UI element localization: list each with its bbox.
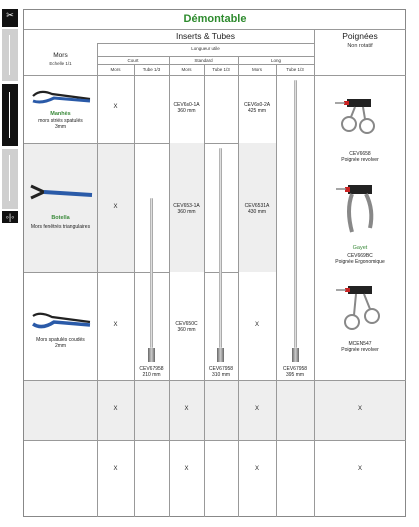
handle3-desc: Poignée revolver [341,347,379,353]
rule [97,64,314,65]
court-tube-code: CEV67958 [139,366,164,372]
botella-jaw-image [28,180,94,208]
rule [314,29,315,517]
manhes-court-mors: X [113,104,118,110]
ergonomic-handle-image [336,180,386,242]
manhes-long-length: 425 mm [247,108,267,114]
handle3-code: MCEN547 [348,341,372,347]
std-tube-header: Tube 1/3 [212,67,230,72]
sidebar-block [2,211,18,223]
empty-row-x: X [113,466,118,472]
std-tube-base [217,348,224,362]
revolver-handle-image [335,86,385,148]
inserts-tubes-header: Inserts & Tubes [175,31,236,41]
manhes-jaw-image [30,86,92,108]
court-mors-header: Mors [110,67,121,72]
revolver-handle-image [336,280,386,342]
empty-row-x: X [357,466,362,472]
mors-header: Mors [53,52,68,59]
sidebar-block [2,9,18,27]
court-tube-base [148,348,155,362]
empty-row-x: X [357,406,362,412]
long-tube-length: 395 mm [285,372,305,378]
standard-header: Standard [194,58,213,63]
spatulated-desc: Mors spatulés coudés [36,337,85,343]
echelle-label: Echelle 1/1 [49,61,72,66]
court-header: Court [127,58,139,63]
empty-row-x: X [113,406,118,412]
long-tube-image [294,80,297,348]
rule [24,75,406,76]
page-title: Démontable [183,13,247,25]
rule [97,56,314,57]
empty-row-x: X [254,466,259,472]
manhes-std-code: CEV6s0-1A [173,102,200,108]
rule [97,43,314,44]
long-tube-header: Tube 1/3 [286,67,304,72]
court-tube-image [150,198,153,348]
empty-row-x: X [254,406,259,412]
spatulated-jaw-image [30,308,92,334]
scissors-icon: ✂ [6,10,14,20]
longueur-header: Longueur utile [191,46,220,51]
rule [238,56,239,517]
sidebar-block [2,29,18,81]
handle2-name: Gayet [352,245,368,251]
sidebar-block [2,149,18,209]
botella-name: Botella [51,215,70,221]
botella-desc: Mors fenêtrés triangulaires [30,224,91,230]
botella-long-code: CEV6531A [244,203,270,209]
manhes-long-code: CEV6s0-2A [243,102,271,108]
manhes-std-length: 360 mm [177,108,196,114]
sidebar-instrument-icon [9,155,10,201]
botella-std-length: 360 mm [177,209,196,215]
ratio-icon: ◦|◦ [5,212,15,222]
empty-row-x: X [184,406,189,412]
long-mors-header: Mors [252,67,262,72]
handle2-desc: Poignée Ergonomique [335,259,385,265]
empty-row-x: X [184,466,189,472]
rule [97,43,98,517]
long-tube-base [292,348,299,362]
manhes-name: Manhès [50,111,71,117]
rule [134,64,135,517]
handle2-code: CEV669BC [347,253,373,259]
sidebar-block [2,84,18,146]
handle1-code: CEV6658 [349,151,371,157]
non-rotatif-label: Non rotatif [347,43,373,49]
sidebar-instrument-icon [9,92,10,138]
botella-std-code: CEV653-1A [173,203,200,209]
spatulated-long-mors: X [254,322,259,328]
long-tube-code: CEV67958 [282,366,308,372]
rule [24,440,406,441]
rule [276,64,277,517]
rule [24,29,406,30]
spatulated-court-mors: X [113,322,118,328]
rule [204,64,205,517]
spatulated-size: 2mm [54,343,67,349]
court-tube-header: Tube 1/3 [142,67,161,72]
botella-court-mors: X [113,204,118,210]
rule [24,380,406,381]
poignees-header: Poignées [342,31,378,41]
sidebar [0,0,20,527]
long-header: Long [270,58,281,63]
manhes-desc: mors striés spatulés [38,118,83,124]
std-tube-code: CEV67958 [208,366,234,372]
rule [204,143,238,144]
std-mors-header: Mors [181,67,192,72]
sidebar-instrument-icon [9,35,10,75]
spatulated-std-code: CEV650C [175,321,198,327]
std-tube-length: 310 mm [211,372,231,378]
spatulated-std-length: 360 mm [177,327,196,333]
manhes-size: 3mm [54,124,67,130]
botella-long-length: 430 mm [247,209,267,215]
rule [169,56,170,517]
std-tube-image [219,148,222,348]
handle1-desc: Poignée revolver [341,157,379,163]
court-tube-length: 210 mm [142,372,161,378]
